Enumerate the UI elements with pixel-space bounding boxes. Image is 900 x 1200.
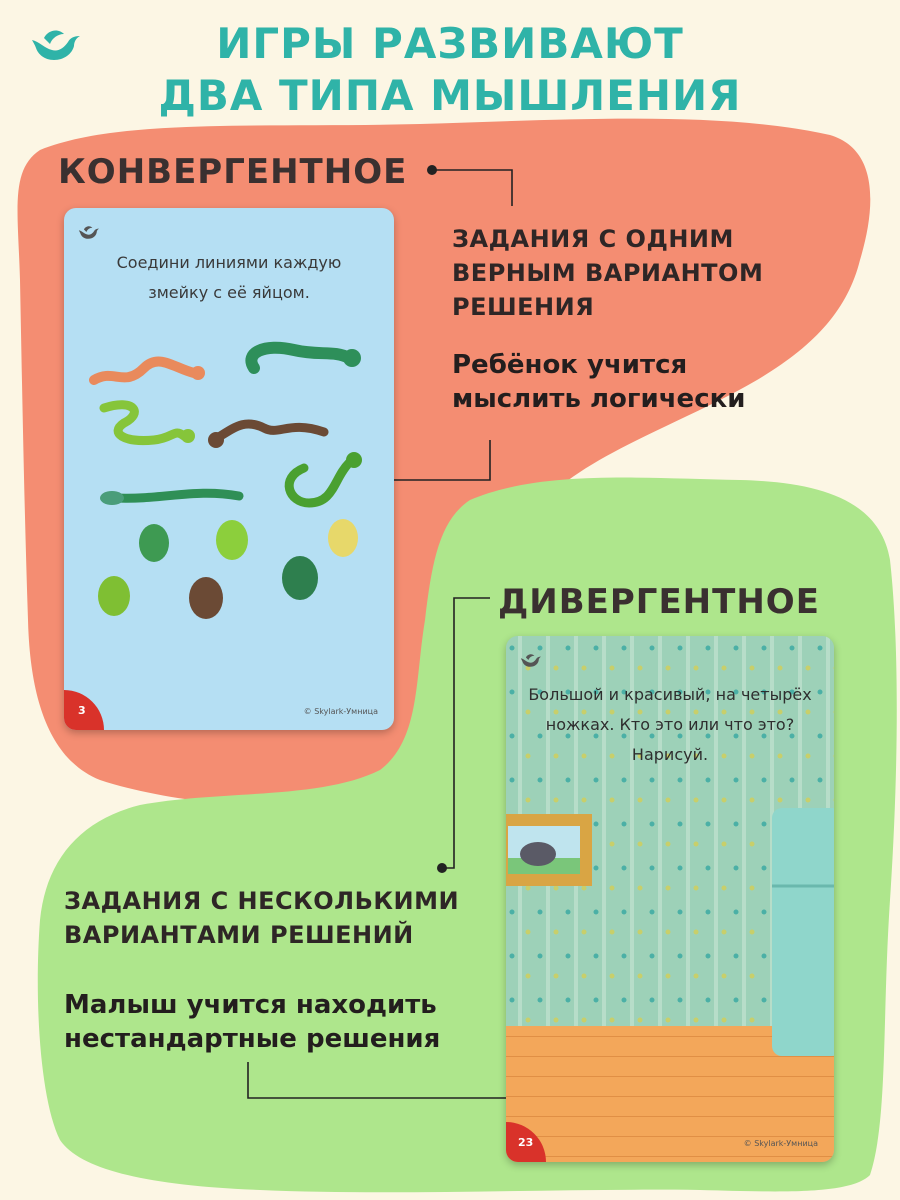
egg-icon <box>216 520 248 560</box>
elephant-picture-icon <box>506 814 592 886</box>
convergent-heading: КОНВЕРГЕНТНОЕ <box>58 152 408 192</box>
card-task-text <box>64 248 394 308</box>
title-line-1: ИГРЫ РАЗВИВАЮТ <box>216 19 684 68</box>
snakes-and-eggs-illustration <box>64 328 394 648</box>
subheading-line: ВЕРНЫМ ВАРИАНТОМ <box>452 259 764 287</box>
egg-icon <box>98 576 130 616</box>
description-line: нестандартные решения <box>64 1024 441 1054</box>
convergent-subheading <box>452 222 763 324</box>
convergent-connector-top <box>432 170 512 206</box>
snake-icon <box>208 424 324 448</box>
fridge-icon <box>772 808 834 1056</box>
divergent-task-card <box>506 636 834 1162</box>
card-page-number: 23 <box>506 1122 546 1162</box>
description-line: Ребёнок учится <box>452 350 688 380</box>
snake-icon <box>251 348 361 368</box>
card-bird-icon <box>78 224 100 240</box>
egg-icon <box>189 577 223 619</box>
divergent-connector-top <box>442 598 490 868</box>
subheading-line: ВАРИАНТАМИ РЕШЕНИЙ <box>64 921 414 949</box>
subheading-line: ЗАДАНИЯ С НЕСКОЛЬКИМИ <box>64 887 460 915</box>
card-page-number: 3 <box>64 690 104 730</box>
convergent-description <box>452 348 745 416</box>
title-line-2: ДВА ТИПА МЫШЛЕНИЯ <box>158 71 742 120</box>
connector-dot <box>427 165 437 175</box>
snake-icon <box>104 405 195 443</box>
card-text-line: Соедини линиями каждую <box>116 253 342 272</box>
description-line: Малыш учится находить <box>64 990 437 1020</box>
card-text-line: змейку с её яйцом. <box>148 283 310 302</box>
connector-dot <box>437 863 447 873</box>
egg-icon <box>328 519 358 557</box>
divergent-description <box>64 988 440 1056</box>
divergent-subheading <box>64 884 459 952</box>
convergent-task-card <box>64 208 394 730</box>
subheading-line: РЕШЕНИЯ <box>452 293 595 321</box>
snake-icon <box>94 362 205 380</box>
card-text-line: Большой и красивый, на четырёх <box>528 685 812 704</box>
card-text-line: Нарисуй. <box>631 745 709 764</box>
card-task-text <box>506 680 834 770</box>
egg-icon <box>282 556 318 600</box>
divergent-connector-bottom <box>248 1062 520 1098</box>
snake-icon <box>289 452 362 503</box>
card-copyright: © Skylark-Умница <box>303 707 378 716</box>
divergent-heading: ДИВЕРГЕНТНОЕ <box>498 582 820 622</box>
card-text-line: ножках. Кто это или что это? <box>545 715 795 734</box>
card-copyright: © Skylark-Умница <box>743 1139 818 1148</box>
snake-icon <box>100 491 239 505</box>
subheading-line: ЗАДАНИЯ С ОДНИМ <box>452 225 734 253</box>
description-line: мыслить логически <box>452 384 746 414</box>
egg-icon <box>139 524 169 562</box>
card-bird-icon <box>520 652 542 668</box>
